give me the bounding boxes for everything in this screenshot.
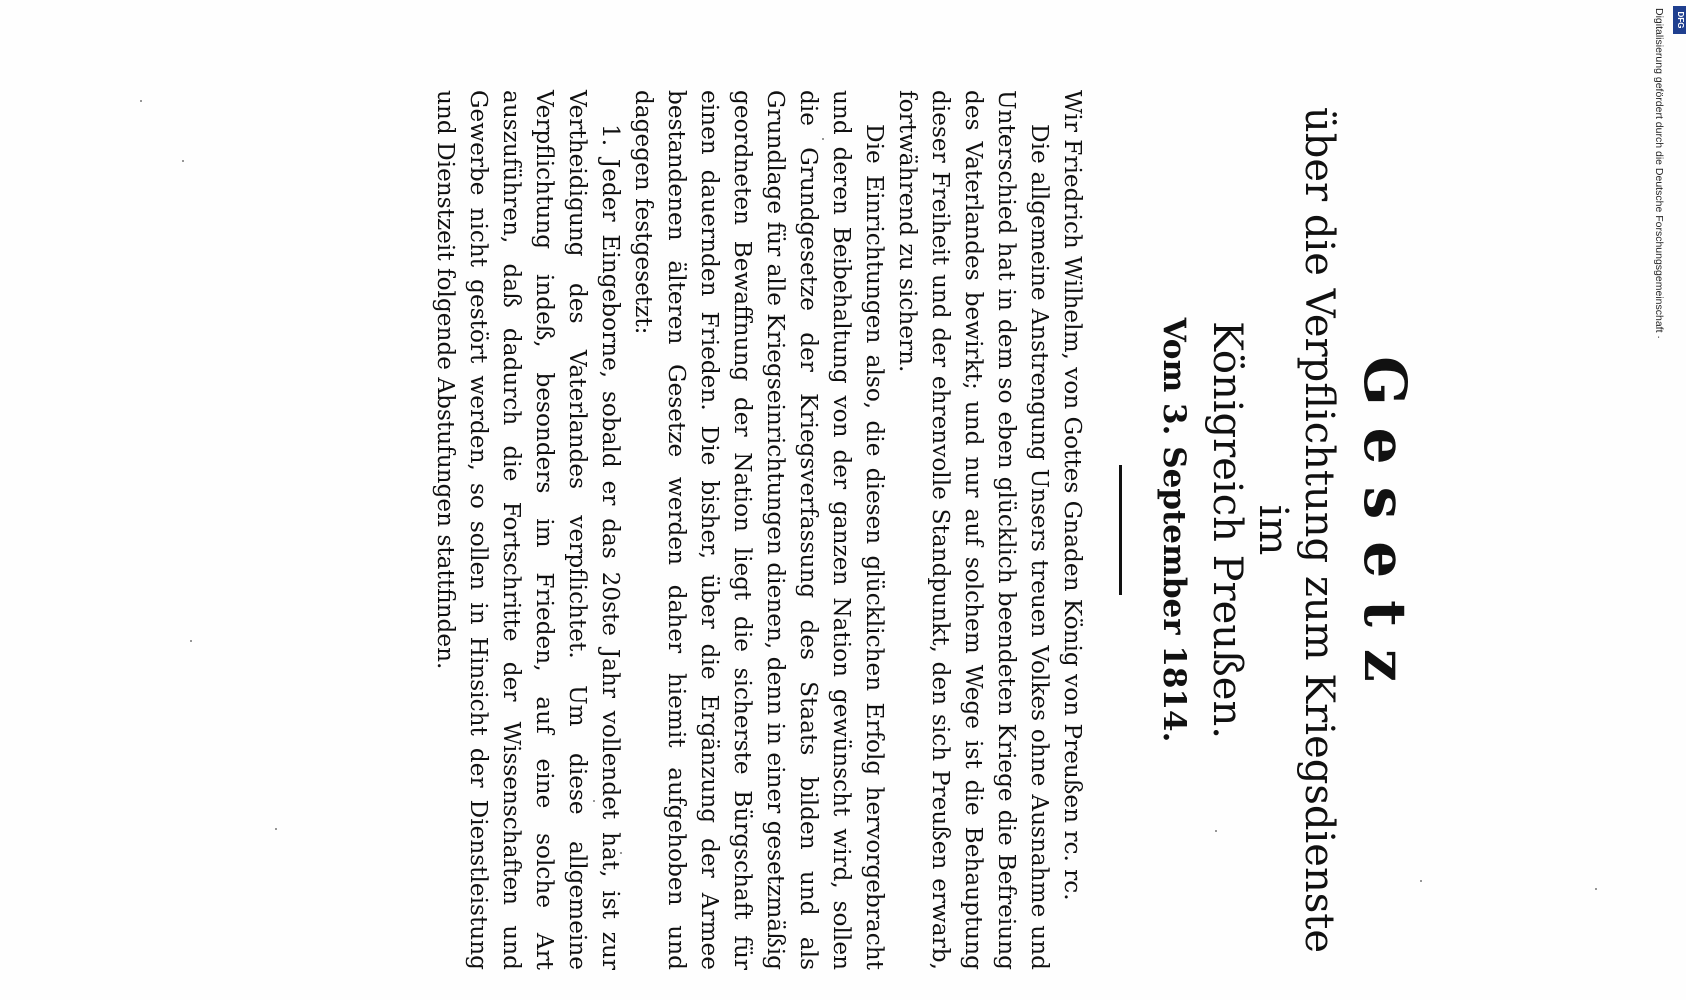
body-paragraph: Die Einrichtungen also, die diesen glücklichen Erfolg hervorgebracht und deren Beibehaltung von der ganzen Nation gewünscht wird, sollen die Grundgesetze der Kriegsverfassung des Staats bilden und als Grundlage für alle Kriegseinrichtungen dienen, denn in einer gesetzmäßig geordneten Bewaffnung der Nation liegt die sicherste Bürgschaft für einen dauernden Frieden. Die bisher, über die Ergänzung der Armee bestandenen älteren Gesetze werden daher hiemit aufgehoben und dagegen festgesetzt: [630, 90, 888, 970]
document-title: Gesetz [1351, 356, 1419, 704]
subtitle-line-2: Königreich Preußen. [1204, 321, 1250, 739]
body-paragraph: Die allgemeine Anstrengung Unsers treuen Volkes ohne Ausnahme und Unterschied hat in dem so eben glücklich beendeten Kriege die Befreiung des Vaterlandes bewirkt; und nur auf solchem Wege ist die Behauptung dieser Freiheit und der ehrenvolle Standpunkt, den sich Preußen erwarb, fortwährend zu sichern. [894, 90, 1053, 970]
preamble-paragraph: Wir Friedrich Wilhelm, von Gottes Gnaden König von Preußen rc. rc. [1059, 90, 1086, 901]
imprint-text: Digitalisierung gefördert durch die Deutsche Forschungsgemeinschaft · [1653, 8, 1665, 339]
document-subtitle [1204, 90, 1342, 970]
law-text [429, 90, 1089, 970]
scan-speck [140, 100, 142, 102]
scan-speck [182, 160, 184, 162]
title-divider [1119, 465, 1122, 595]
funding-imprint [1653, 4, 1677, 994]
subtitle-line-1: über die Verpflichtung zum Kriegsdienste im [1250, 106, 1342, 953]
section-paragraph: 1. Jeder Eingeborne, sobald er das 20ste Jahr vollendet hat, ist zur Vertheidigung des Vaterlandes verpflichtet. Um diese allgemeine Verpflichtung indeß, besonders im Frieden, auf eine solche Art auszuführen, daß dadurch die Fortschritte der Wissenschaften und Gewerbe nicht gestört werden, so sollen in Hinsicht der Dienstleistung und Dienstzeit folgende Abstufungen stattfinden. [432, 90, 624, 970]
document-date: Vom 3. September 1814. [1156, 317, 1192, 743]
dfg-logo-text: DFG [1676, 11, 1685, 29]
document-body [370, 10, 1470, 990]
scan-speck [275, 828, 277, 830]
scan-speck [1595, 888, 1597, 890]
dfg-logo [1673, 6, 1686, 34]
scan-speck [190, 640, 192, 642]
